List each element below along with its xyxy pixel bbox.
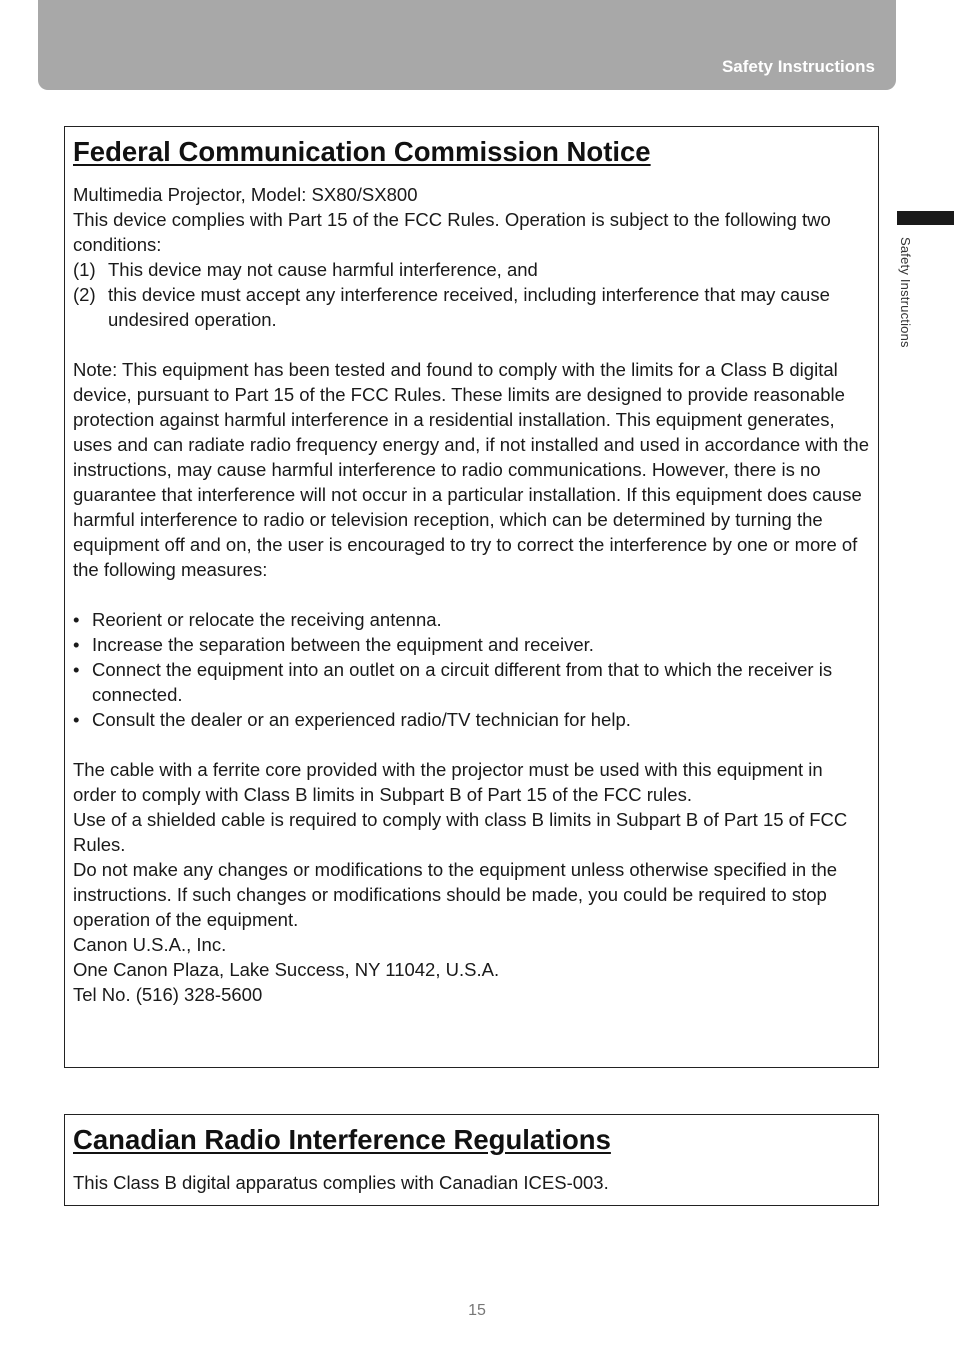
- condition-item: [73, 257, 870, 282]
- canada-heading: Canadian Radio Interference Regulations: [73, 1124, 611, 1155]
- fcc-model-line: Multimedia Projector, Model: SX80/SX800: [73, 184, 418, 205]
- bullet-icon: •: [73, 659, 80, 680]
- measure-text: Increase the separation between the equipment and receiver.: [92, 634, 594, 655]
- side-tab-marker: [897, 211, 954, 225]
- fcc-note-paragraph: Note: This equipment has been tested and found to comply with the limits for a Class B digital device, pursuant to Part 15 of the FCC Rules. These limits are designed to provide reasonable protection against harmful interference in a residential installation. This equipment generates, uses and can radiate radio frequency energy and, if not installed and used in accordance with the instructions, may cause harmful interference to radio communications. However, there is no guarantee that interference will not occur in a particular installation. If this equipment does cause harmful interference to radio or television reception, which can be determined by turning the equipment off and on, the user is encouraged to try to correct the interference by one or more of the following measures:: [73, 359, 870, 580]
- condition-text: This device may not cause harmful interference, and: [108, 259, 538, 280]
- fcc-body: [73, 182, 870, 1007]
- measure-text: Connect the equipment into an outlet on a circuit different from that to which the receiver is connected.: [92, 659, 833, 705]
- fcc-heading: Federal Communication Commission Notice: [73, 136, 651, 167]
- company-address: One Canon Plaza, Lake Success, NY 11042, U.S.A.: [73, 959, 500, 980]
- measure-text: Reorient or relocate the receiving antenna.: [92, 609, 442, 630]
- canada-notice-box: [64, 1114, 879, 1206]
- side-tab-label: Safety Instructions: [898, 237, 913, 348]
- canada-text: This Class B digital apparatus complies with Canadian ICES-003.: [73, 1172, 609, 1193]
- condition-text: this device must accept any interference received, including interference that may cause undesired operation.: [108, 284, 830, 330]
- condition-number: (2): [73, 284, 96, 305]
- shielded-cable-paragraph: Use of a shielded cable is required to comply with class B limits in Subpart B of Part 15 of FCC Rules.: [73, 809, 848, 855]
- fcc-compliance-line: This device complies with Part 15 of the FCC Rules. Operation is subject to the following two conditions:: [73, 209, 831, 255]
- modifications-paragraph: Do not make any changes or modifications to the equipment unless otherwise specified in the instructions. If such changes or modifications should be made, you could be required to stop operation of the equipment.: [73, 859, 838, 930]
- header-bar: [38, 0, 896, 90]
- page-number: 15: [468, 1302, 486, 1319]
- measure-item: [73, 707, 870, 732]
- section-title: Safety Instructions: [721, 57, 875, 76]
- measure-text: Consult the dealer or an experienced radio/TV technician for help.: [92, 709, 631, 730]
- fcc-notice-box: [64, 126, 879, 1068]
- company-name: Canon U.S.A., Inc.: [73, 934, 227, 955]
- condition-number: (1): [73, 259, 96, 280]
- condition-item: [73, 282, 870, 332]
- bullet-icon: •: [73, 609, 80, 630]
- bullet-icon: •: [73, 634, 80, 655]
- bullet-icon: •: [73, 709, 80, 730]
- measure-item: [73, 607, 870, 632]
- measure-item: [73, 632, 870, 657]
- measure-item: [73, 657, 870, 707]
- ferrite-cable-paragraph: The cable with a ferrite core provided with the projector must be used with this equipment in order to comply with Class B limits in Subpart B of Part 15 of the FCC rules.: [73, 759, 823, 805]
- company-phone: Tel No. (516) 328-5600: [73, 984, 263, 1005]
